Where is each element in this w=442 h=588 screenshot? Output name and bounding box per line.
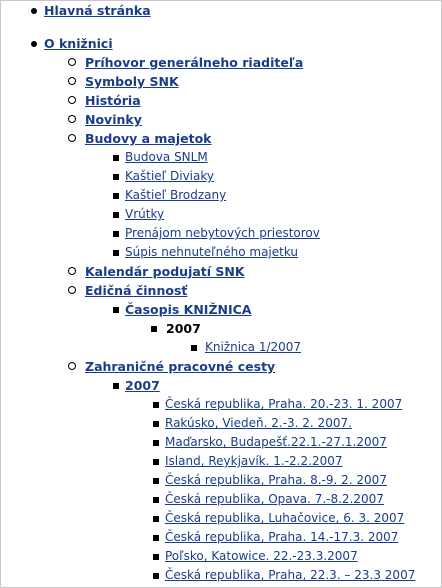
link-vrutky[interactable]: Vrútky [125,207,165,221]
nav-item-kastiel-diviaky [125,167,214,186]
nav-item-novinky [85,110,142,129]
nav-item-casopis-year: 2007 [166,321,201,336]
disc-bullet-icon [31,41,37,47]
square-bullet-icon [153,497,159,503]
circle-bullet-icon [68,115,76,123]
link-cesta[interactable]: Česká republika, Luhačovice, 6. 3. 2007 [165,511,405,525]
square-bullet-icon [113,250,119,256]
link-symboly[interactable]: Symboly SNK [85,74,179,89]
square-bullet-icon [153,516,159,522]
circle-bullet-icon [68,286,76,294]
circle-bullet-icon [68,58,76,66]
nav-item-cesta [165,547,358,566]
link-novinky[interactable]: Novinky [85,112,142,127]
circle-bullet-icon [68,96,76,104]
link-cesta[interactable]: Česká republika, Praha. 20.-23. 1. 2007 [165,397,403,411]
link-cesta[interactable]: Island, Reykjavík. 1.-2.2.2007 [165,454,343,468]
square-bullet-icon [153,478,159,484]
nav-item-cesta [165,414,352,433]
square-bullet-icon [113,155,119,161]
link-kastiel-diviaky[interactable]: Kaštieľ Diviaky [125,169,214,183]
link-kalendar[interactable]: Kalendár podujatí SNK [85,264,245,279]
square-bullet-icon [113,193,119,199]
nav-item-cesta [165,528,398,547]
link-cesta[interactable]: Maďarsko, Budapešť.22.1.-27.1.2007 [165,435,387,449]
link-cesta[interactable]: Poľsko, Katowice. 22.-23.3.2007 [165,549,358,563]
link-zahranicne-year[interactable]: 2007 [125,378,160,393]
square-bullet-icon [153,459,159,465]
link-cesta[interactable]: Rakúsko, Viedeň. 2.-3. 2. 2007. [165,416,352,430]
circle-bullet-icon [68,362,76,370]
link-cesta[interactable]: Česká republika, Praha. 14.-17.3. 2007 [165,530,399,544]
nav-item-zahranicne [85,357,275,376]
square-bullet-icon [113,307,119,313]
nav-item-budovy [85,129,212,148]
nav-item-casopis-issue [205,338,301,357]
nav-item-cesta [165,452,342,471]
square-bullet-icon [113,212,119,218]
square-bullet-icon [113,383,119,389]
nav-item-prihovor [85,53,303,72]
square-bullet-icon [153,535,159,541]
nav-item-prenajom [125,224,320,243]
square-bullet-icon [113,174,119,180]
square-bullet-icon [153,421,159,427]
link-supis[interactable]: Súpis nehnuteľného majetku [125,245,299,259]
link-cesta[interactable]: Česká republika, Opava. 7.-8.2.2007 [165,492,384,506]
nav-item-cesta [165,566,415,585]
nav-item-cesta [165,509,404,528]
nav-item-zahranicne-year [125,376,160,395]
link-historia[interactable]: História [85,93,141,108]
link-cesta[interactable]: Česká republika, Praha. 8.-9. 2. 2007 [165,473,387,487]
nav-item-budova-snlm [125,148,208,167]
link-hlavna-stranka[interactable]: Hlavná stránka [44,3,151,18]
link-cesta[interactable]: Česká republika, Praha, 22.3. – 23.3 2007 [165,568,416,582]
square-bullet-icon [153,402,159,408]
nav-item-cesta [165,490,384,509]
square-bullet-icon [153,554,159,560]
disc-bullet-icon [31,8,37,14]
nav-item-edicna [85,281,187,300]
link-prihovor[interactable]: Príhovor generálneho riaditeľa [85,55,304,70]
nav-item-cesta [165,471,387,490]
nav-item-cesta [165,433,387,452]
square-bullet-icon [153,573,159,579]
nav-item-o-kniznici [44,34,113,53]
link-prenajom[interactable]: Prenájom nebytových priestorov [125,226,320,240]
link-zahranicne[interactable]: Zahraničné pracovné cesty [85,359,276,374]
nav-item-cesta [165,395,402,414]
nav-item-historia [85,91,141,110]
link-casopis[interactable]: Časopis KNIŽNICA [125,302,252,317]
nav-item-supis [125,243,298,262]
link-kastiel-brodzany[interactable]: Kaštieľ Brodzany [125,188,227,202]
square-bullet-icon [153,440,159,446]
circle-bullet-icon [68,267,76,275]
square-bullet-icon [191,345,197,351]
nav-item-kastiel-brodzany [125,186,226,205]
nav-item-hlavna-stranka [44,1,151,20]
circle-bullet-icon [68,134,76,142]
square-bullet-icon [113,231,119,237]
nav-item-vrutky [125,205,164,224]
link-casopis-issue[interactable]: Knižnica 1/2007 [205,340,302,354]
link-edicna[interactable]: Edičná činnosť [85,283,188,298]
square-bullet-icon [151,326,157,332]
nav-item-kalendar [85,262,245,281]
nav-item-casopis [125,300,251,319]
link-budovy[interactable]: Budovy a majetok [85,131,212,146]
circle-bullet-icon [68,77,76,85]
link-budova-snlm[interactable]: Budova SNLM [125,150,208,164]
link-o-kniznici[interactable]: O knižnici [44,36,113,51]
nav-item-symboly [85,72,179,91]
